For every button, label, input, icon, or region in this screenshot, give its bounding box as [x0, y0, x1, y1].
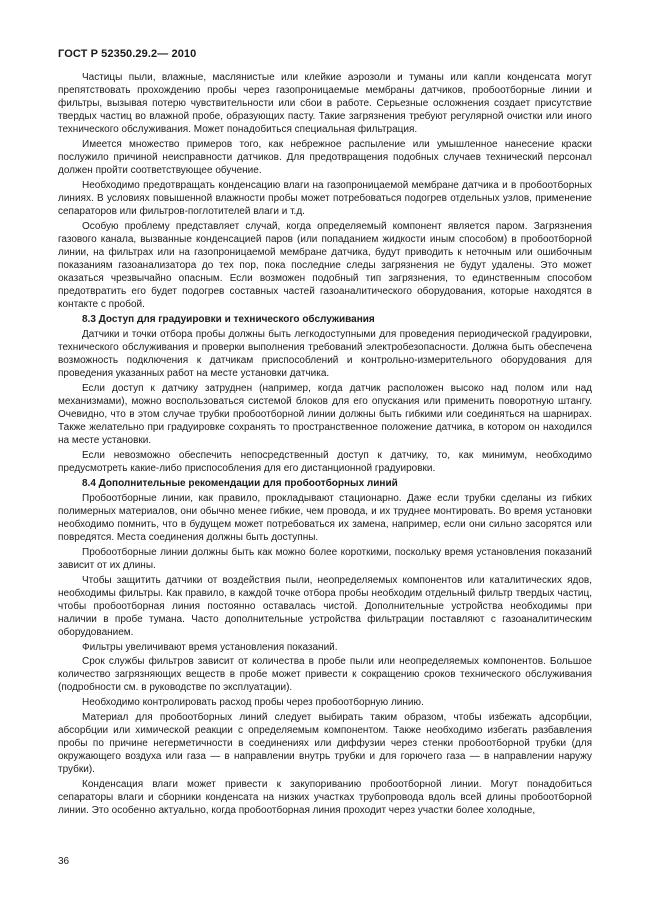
paragraph: Если невозможно обеспечить непосредственный доступ к датчику, то, как минимум, необходимо предусмотреть какие-либо приспособления для его дистанционной градуировки. [58, 449, 592, 474]
paragraph: Пробоотборные линии должны быть как можно более короткими, поскольку время установления показаний зависит от их длины. [58, 546, 592, 571]
paragraph: Особую проблему представляет случай, когда определяемый компонент является паром. Загрязнения газового канала, вызванные конденсацией паров (или попаданием жидкости иным способом) в пробоотборной линии, на фильтрах или на газопроницаемой мембране датчика, будут приводить к неточным или ошибочным показаниям газоанализатора до тех пор, пока последние следы загрязнения не будут удалены. Это может оказаться чрезвычайно опасным. Если возможен подобный тип загрязнения, то единственным способом предотвратить его будет подогрев составных частей газоаналитического оборудования, которые находятся в контакте с пробой. [58, 220, 592, 311]
paragraph: Частицы пыли, влажные, маслянистые или клейкие аэрозоли и туманы или капли конденсата могут препятствовать прохождению пробы через газопроницаемые мембраны датчиков, пробоотборные линии и фильтры, вызывая потерю чувствительности или сбои в работе. Серьезные осложнения создает присутствие твердых частиц во влажной пробе, образующих пасту. Такие загрязнения требуют регулярной очистки или иного технического обслуживания. Может понадобиться специальная фильтрация. [58, 72, 592, 136]
paragraph: Срок службы фильтров зависит от количества в пробе пыли или неопределяемых компонентов. Большое количество загрязняющих веществ в пробе может привести к сокращению сроков технического обслуживания (подробности см. в руководстве по эксплуатации). [58, 656, 592, 694]
section-heading-8-4: 8.4 Дополнительные рекомендации для пробоотборных линий [82, 477, 398, 489]
paragraph: Конденсация влаги может привести к закупориванию пробоотборной линии. Могут понадобиться сепараторы влаги и сборники конденсата на низких участках трубопровода вдоль всей длины пробоотборной линии. Это особенно актуально, когда пробоотборная линия проходит через участки более холодные, [58, 779, 592, 817]
paragraph: Если доступ к датчику затруднен (например, когда датчик расположен высоко над полом или над механизмами), можно воспользоваться системой блоков для его опускания или применить поворотную штангу. Очевидно, что в этом случае трубки пробоотборной линии должны быть гибкими или соединяться на шарнирах. Также желательно при градуировке сохранять то пространственное положение датчика, в котором он находился на месте установки. [58, 382, 592, 447]
page-number: 36 [58, 856, 70, 867]
paragraph: Имеется множество примеров того, как небрежное распыление или умышленное нанесение краски послужило причиной неисправности датчиков. Для предотвращения подобных случаев технический персонал должен пройти соответствующее обучение. [58, 139, 592, 177]
section-heading-8-3: 8.3 Доступ для градуировки и технического обслуживания [82, 314, 375, 326]
paragraph: Чтобы защитить датчики от воздействия пыли, неопределяемых компонентов или каталитических ядов, необходимы фильтры. Как правило, в каждой точке отбора пробы необходим отдельный фильтр твердых частиц, чтобы пробоотборная линия постоянно оставалась чистой. Дополнительные устройства необходимы при наличии в пробе тумана. Часто дополнительные устройства фильтрации поставляют с газоаналитическим оборудованием. [58, 574, 592, 638]
paragraph: Необходимо предотвращать конденсацию влаги на газопроницаемой мембране датчика и в пробоотборных линиях. В условиях повышенной влажности пробы может потребоваться подогрев отдельных узлов, применение сепараторов или фильтров-поглотителей влаги и т.д. [58, 179, 592, 218]
paragraph: Материал для пробоотборных линий следует выбирать таким образом, чтобы избежать адсорбции, абсорбции или химической реакции с определяемым компонентом. Также необходимо избегать разбавления пробы по причине негерметичности в соединениях или диффузии через стенки пробоотборной трубки (для окружающего воздуха или газа — в направлении внутрь трубки и для горючего газа — в направлении наружу трубки). [58, 712, 592, 776]
paragraph: Датчики и точки отбора пробы должны быть легкодоступными для проведения периодической градуировки, технического обслуживания и проверки выполнения требований электробезопасности. Должна быть обеспечена возможность подключения к датчикам приспособлений и контрольно-измерительного оборудования для проведения указанных работ на месте установки датчика. [58, 328, 592, 380]
page-body [58, 71, 592, 817]
paragraph: Пробоотборные линии, как правило, прокладывают стационарно. Даже если трубки сделаны из гибких полимерных материалов, они обычно менее гибкие, чем провода, и их труднее монтировать. Во время установки необходимо помнить, что в будущем может потребоваться их замена, например, если они сильно засорятся или повредятся. Места соединения должны быть доступны. [58, 492, 592, 543]
paragraph: Фильтры увеличивают время установления показаний. [82, 641, 338, 653]
document-header: ГОСТ Р 52350.29.2— 2010 [58, 48, 197, 60]
paragraph: Необходимо контролировать расход пробы через пробоотборную линию. [82, 697, 424, 709]
